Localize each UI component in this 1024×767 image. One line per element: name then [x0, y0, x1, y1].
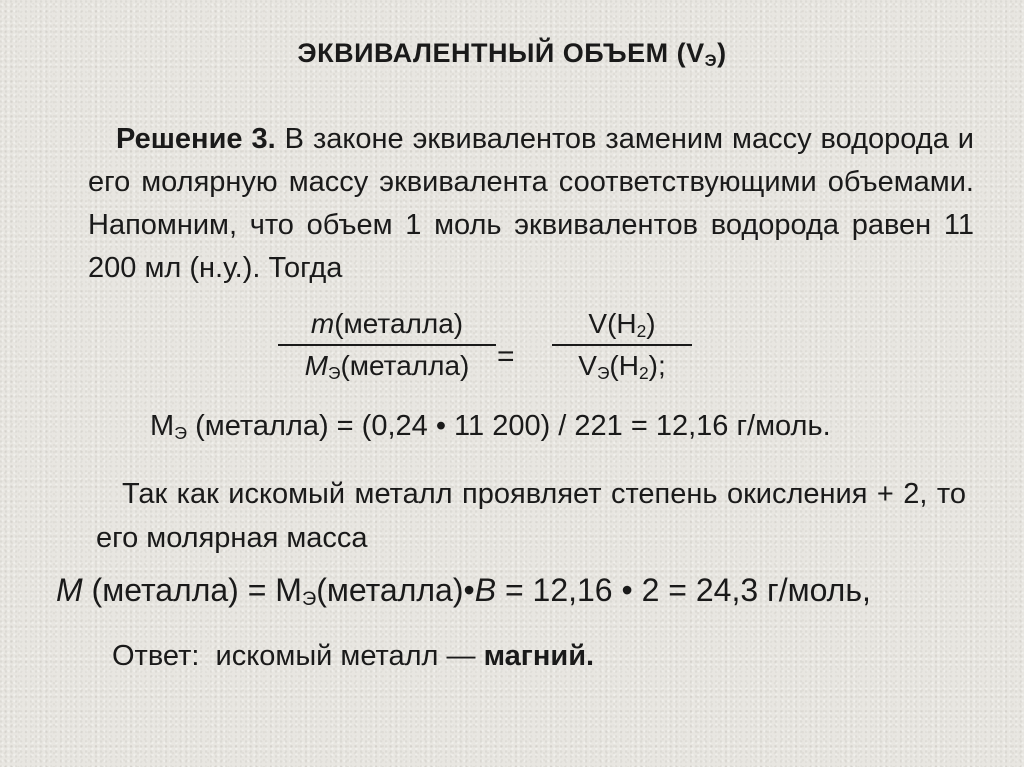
molar-mass-calculation: M (металла) = $M_Э(металла)•B = 12,16$ • 2 = 24,3 г/моль,: [56, 572, 871, 610]
formula-left-fraction: [278, 308, 496, 382]
solution-lead: Решение 3.: [116, 123, 276, 155]
oxidation-text: Так как искомый металл проявляет степень окисления + 2, то его молярная масса: [96, 478, 966, 554]
slide-title: [0, 38, 1024, 69]
formula-left-denominator: $M_Э(металла)$: [304, 350, 470, 383]
formula-left-numerator: m(металла): [278, 308, 496, 346]
answer-text: искомый металл —: [199, 640, 484, 672]
title-close: ): [717, 38, 727, 68]
solution-text: В законе эквивалентов заменим массу водорода и его молярную массу эквивалента соответствующими объемами. Напомним, что объем 1 моль эквивалентов водорода равен 11 200 мл (н.у.). Тогда: [88, 123, 975, 284]
formula-equals: =: [497, 340, 515, 373]
answer-line: [112, 640, 594, 673]
solution-paragraph: [88, 118, 974, 290]
formula-right-denominator: $V_Э(H_2)$;: [578, 350, 666, 383]
title-text: ЭКВИВАЛЕНТНЫЙ ОБЪЕМ (V: [297, 38, 705, 68]
title-subscript: Э: [704, 51, 718, 70]
answer-label: Ответ:: [112, 640, 200, 672]
formula-right-numerator: $V(H_2)$: [552, 308, 692, 346]
formula-right-fraction: [552, 308, 692, 382]
answer-metal: магний.: [483, 640, 595, 672]
equivalent-mass-calculation: $M_Э$ (металла) = (0,24 • 11 200) / 221 = 12,16 г/моль.: [150, 410, 831, 443]
oxidation-paragraph: [96, 472, 966, 560]
